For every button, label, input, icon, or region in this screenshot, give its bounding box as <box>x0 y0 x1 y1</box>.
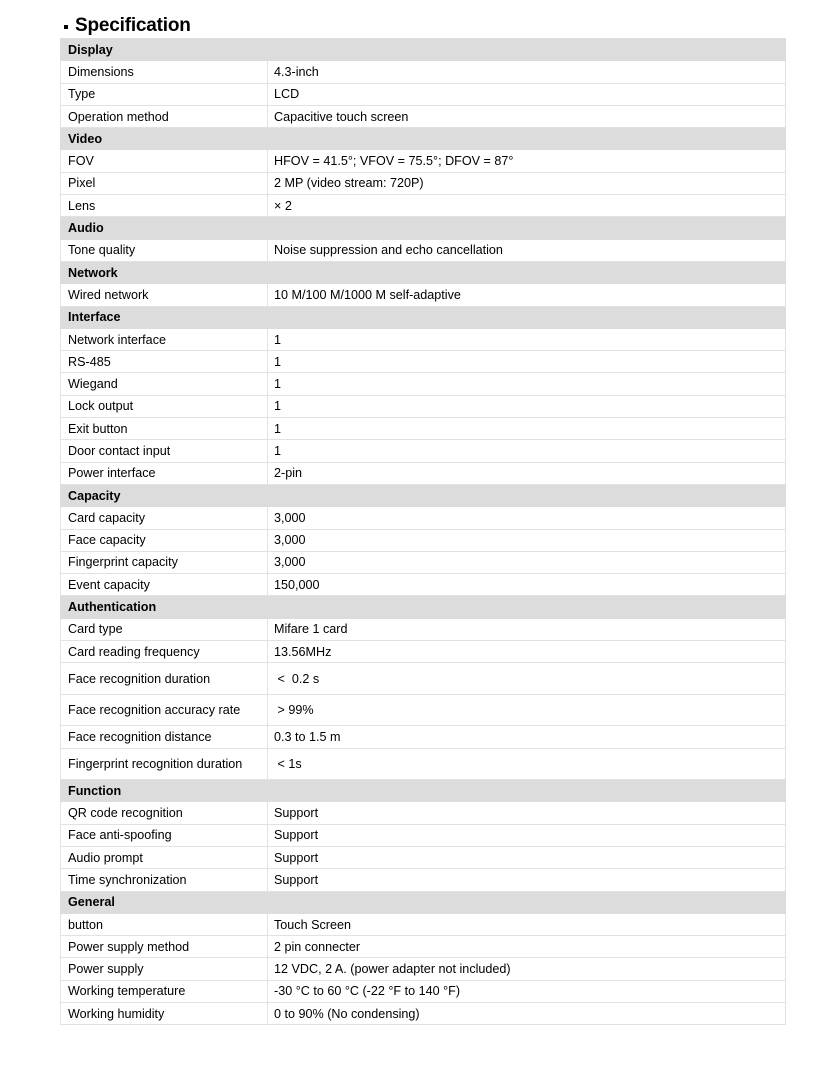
spec-value: 4.3-inch <box>268 61 786 83</box>
spec-label: Pixel <box>61 172 268 194</box>
spec-label: Wired network <box>61 284 268 306</box>
spec-value: Support <box>268 824 786 846</box>
table-row <box>61 748 786 780</box>
spec-value: 2 pin connecter <box>268 936 786 958</box>
table-row <box>61 869 786 891</box>
table-row <box>61 150 786 172</box>
spec-label: Power supply method <box>61 936 268 958</box>
spec-value: LCD <box>268 83 786 105</box>
spec-label: Face recognition distance <box>61 726 268 748</box>
specification-table <box>60 38 786 1025</box>
spec-value: Support <box>268 802 786 824</box>
spec-label: Working temperature <box>61 980 268 1002</box>
table-row <box>61 328 786 350</box>
spec-value: -30 °C to 60 °C (-22 °F to 140 °F) <box>268 980 786 1002</box>
spec-label: Fingerprint recognition duration <box>61 748 268 780</box>
table-row <box>61 641 786 663</box>
table-row <box>61 694 786 726</box>
table-row <box>61 351 786 373</box>
spec-label: Time synchronization <box>61 869 268 891</box>
spec-value: 1 <box>268 373 786 395</box>
section-header <box>61 596 786 618</box>
section-title: General <box>61 891 786 913</box>
table-row <box>61 980 786 1002</box>
spec-value: 1 <box>268 351 786 373</box>
table-row <box>61 824 786 846</box>
spec-label: RS-485 <box>61 351 268 373</box>
section-title: Function <box>61 780 786 802</box>
section-header <box>61 306 786 328</box>
section-title: Audio <box>61 217 786 239</box>
section-title: Display <box>61 39 786 61</box>
spec-label: Tone quality <box>61 239 268 261</box>
spec-label: Power supply <box>61 958 268 980</box>
spec-label: Face recognition accuracy rate <box>61 694 268 726</box>
table-row <box>61 936 786 958</box>
spec-label: Card type <box>61 618 268 640</box>
table-row <box>61 958 786 980</box>
table-row <box>61 663 786 695</box>
spec-label: Card reading frequency <box>61 641 268 663</box>
spec-label: Lens <box>61 195 268 217</box>
page-title <box>64 13 191 39</box>
spec-value: 2-pin <box>268 462 786 484</box>
spec-label: Type <box>61 83 268 105</box>
spec-value: > 99% <box>268 694 786 726</box>
spec-value: 1 <box>268 328 786 350</box>
spec-label: Face capacity <box>61 529 268 551</box>
spec-value: Support <box>268 869 786 891</box>
table-row <box>61 61 786 83</box>
section-header <box>61 261 786 283</box>
section-header <box>61 780 786 802</box>
spec-label: Network interface <box>61 328 268 350</box>
spec-label: Event capacity <box>61 574 268 596</box>
table-row <box>61 551 786 573</box>
section-header <box>61 484 786 506</box>
spec-value: 1 <box>268 418 786 440</box>
section-title: Network <box>61 261 786 283</box>
section-header <box>61 39 786 61</box>
bullet-icon <box>64 25 68 29</box>
spec-label: Power interface <box>61 462 268 484</box>
spec-label: Lock output <box>61 395 268 417</box>
table-row <box>61 395 786 417</box>
spec-value: 2 MP (video stream: 720P) <box>268 172 786 194</box>
spec-label: Face anti-spoofing <box>61 824 268 846</box>
spec-value: HFOV = 41.5°; VFOV = 75.5°; DFOV = 87° <box>268 150 786 172</box>
section-header <box>61 217 786 239</box>
table-row <box>61 913 786 935</box>
table-row <box>61 105 786 127</box>
spec-label: Audio prompt <box>61 847 268 869</box>
spec-label: Wiegand <box>61 373 268 395</box>
section-title: Capacity <box>61 484 786 506</box>
spec-value: 0.3 to 1.5 m <box>268 726 786 748</box>
spec-value: Support <box>268 847 786 869</box>
spec-label: Operation method <box>61 105 268 127</box>
section-title: Authentication <box>61 596 786 618</box>
table-row <box>61 618 786 640</box>
spec-label: Card capacity <box>61 507 268 529</box>
section-title: Interface <box>61 306 786 328</box>
spec-label: Door contact input <box>61 440 268 462</box>
spec-value: Capacitive touch screen <box>268 105 786 127</box>
table-row <box>61 462 786 484</box>
table-row <box>61 574 786 596</box>
spec-label: FOV <box>61 150 268 172</box>
spec-value: < 1s <box>268 748 786 780</box>
table-row <box>61 726 786 748</box>
page-title-text: Specification <box>75 15 191 36</box>
spec-value: 13.56MHz <box>268 641 786 663</box>
spec-value: 1 <box>268 395 786 417</box>
spec-value: 3,000 <box>268 529 786 551</box>
table-row <box>61 373 786 395</box>
spec-label: Dimensions <box>61 61 268 83</box>
spec-value: Noise suppression and echo cancellation <box>268 239 786 261</box>
table-row <box>61 1003 786 1025</box>
spec-value: Touch Screen <box>268 913 786 935</box>
section-header <box>61 128 786 150</box>
table-row <box>61 284 786 306</box>
specification-table-body <box>61 39 786 1025</box>
spec-value: 0 to 90% (No condensing) <box>268 1003 786 1025</box>
spec-label: Face recognition duration <box>61 663 268 695</box>
table-row <box>61 440 786 462</box>
table-row <box>61 507 786 529</box>
section-title: Video <box>61 128 786 150</box>
spec-label: Fingerprint capacity <box>61 551 268 573</box>
spec-value: 3,000 <box>268 551 786 573</box>
spec-label: Working humidity <box>61 1003 268 1025</box>
spec-value: 3,000 <box>268 507 786 529</box>
section-header <box>61 891 786 913</box>
table-row <box>61 529 786 551</box>
spec-value: 12 VDC, 2 A. (power adapter not included) <box>268 958 786 980</box>
spec-label: button <box>61 913 268 935</box>
table-row <box>61 847 786 869</box>
spec-value: × 2 <box>268 195 786 217</box>
table-row <box>61 418 786 440</box>
spec-label: Exit button <box>61 418 268 440</box>
table-row <box>61 172 786 194</box>
spec-label: QR code recognition <box>61 802 268 824</box>
table-row <box>61 195 786 217</box>
table-row <box>61 802 786 824</box>
table-row <box>61 83 786 105</box>
spec-value: 1 <box>268 440 786 462</box>
table-row <box>61 239 786 261</box>
spec-value: Mifare 1 card <box>268 618 786 640</box>
spec-value: 150,000 <box>268 574 786 596</box>
spec-value: < 0.2 s <box>268 663 786 695</box>
spec-value: 10 M/100 M/1000 M self-adaptive <box>268 284 786 306</box>
